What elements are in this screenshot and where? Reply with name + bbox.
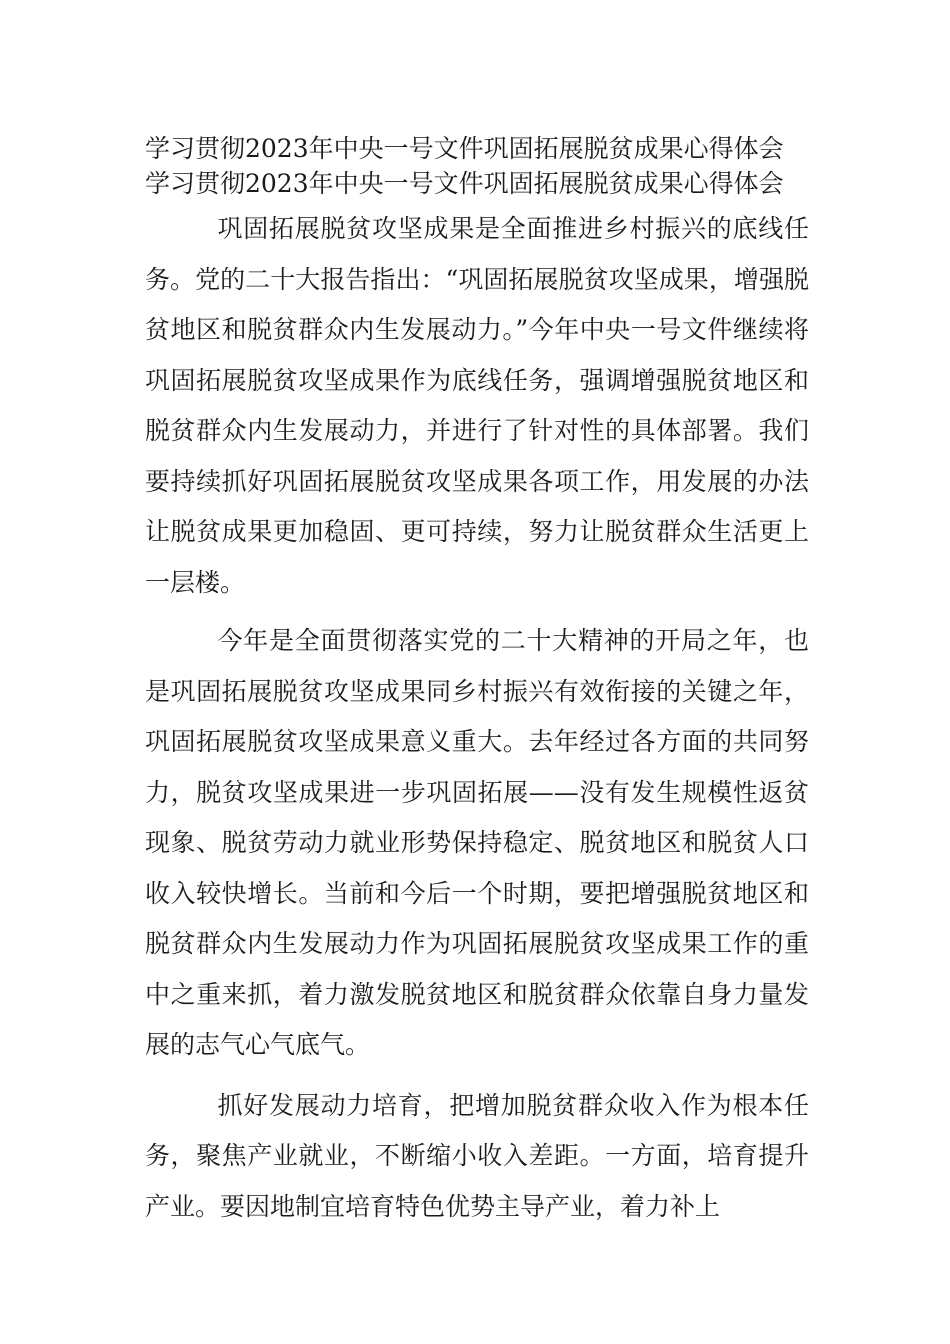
document-body	[145, 131, 809, 1232]
paragraph-2: 今年是全面贯彻落实党的二十大精神的开局之年，也是巩固拓展脱贫攻坚成果同乡村振兴有效衔接的关键之年，巩固拓展脱贫攻坚成果意义重大。去年经过各方面的共同努力，脱贫攻坚成果进一步巩固拓展——没有发生规模性返贫现象、脱贫劳动力就业形势保持稳定、脱贫地区和脱贫人口收入较快增长。当前和今后一个时期，要把增强脱贫地区和脱贫群众内生发展动力作为巩固拓展脱贫攻坚成果工作的重中之重来抓，着力激发脱贫地区和脱贫群众依靠自身力量发展的志气心气底气。	[145, 626, 809, 1059]
title-block	[145, 131, 809, 201]
document-title-repeat: 学习贯彻2023年中央一号文件巩固拓展脱贫成果心得体会	[145, 169, 784, 198]
document-title: 学习贯彻2023年中央一号文件巩固拓展脱贫成果心得体会	[145, 134, 784, 163]
paragraph-3: 抓好发展动力培育，把增加脱贫群众收入作为根本任务，聚焦产业就业，不断缩小收入差距。一方面，培育提升产业。要因地制宜培育特色优势主导产业，着力补上	[145, 1090, 809, 1221]
paragraph-1: 巩固拓展脱贫攻坚成果是全面推进乡村振兴的底线任务。党的二十大报告指出：“巩固拓展脱贫攻坚成果，增强脱贫地区和脱贫群众内生发展动力。”今年中央一号文件继续将巩固拓展脱贫攻坚成果作为底线任务，强调增强脱贫地区和脱贫群众内生发展动力，并进行了针对性的具体部署。我们要持续抓好巩固拓展脱贫攻坚成果各项工作，用发展的办法让脱贫成果更加稳固、更可持续，努力让脱贫群众生活更上一层楼。	[145, 214, 809, 597]
